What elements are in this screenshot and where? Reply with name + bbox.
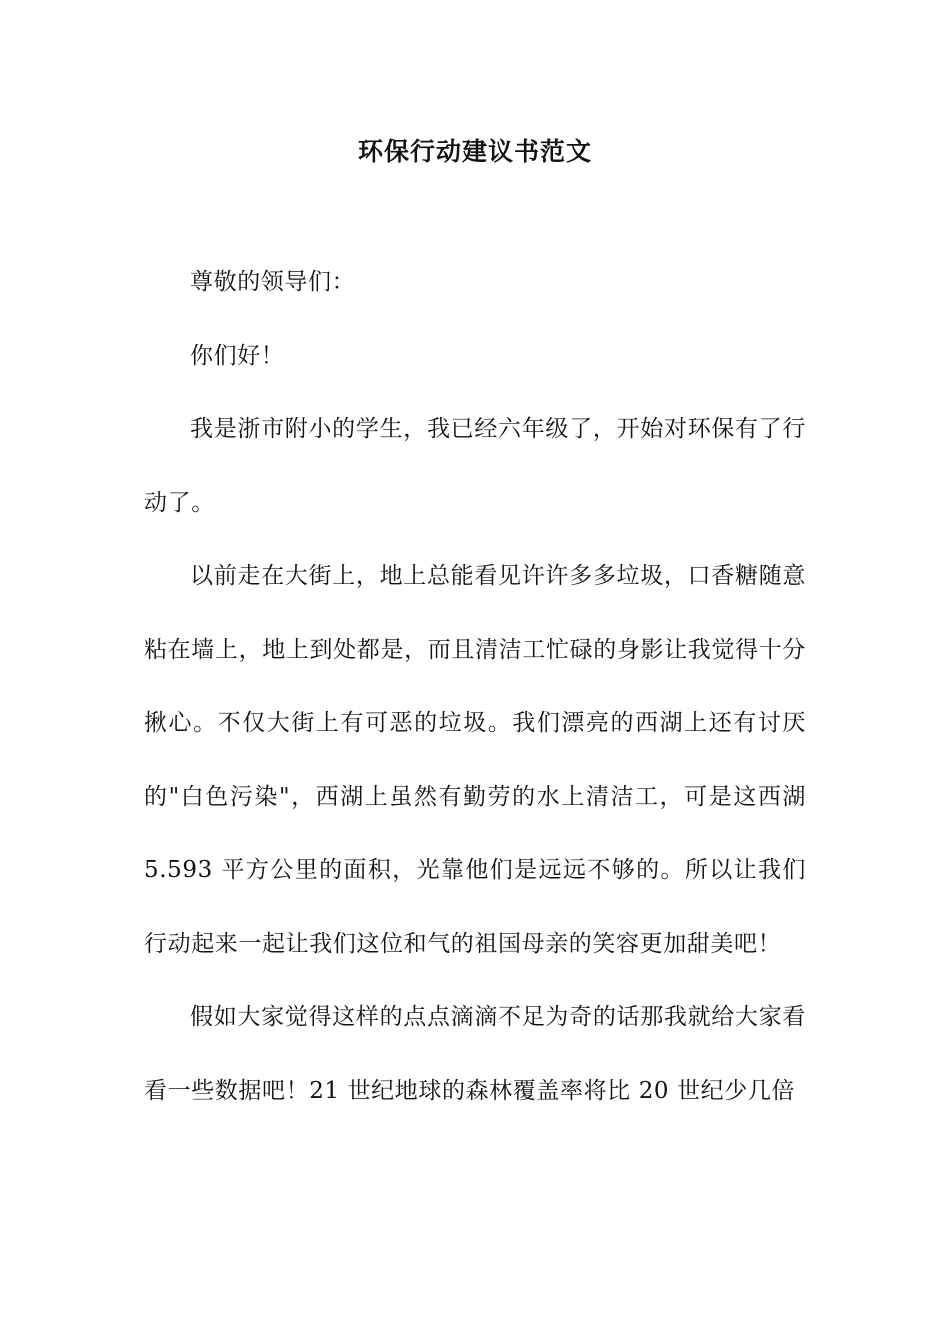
document-body [144, 246, 806, 1128]
document-title: 环保行动建议书范文 [357, 137, 592, 166]
paragraph-introduction: 我是浙市附小的学生，我已经六年级了，开始对环保有了行动了。 [144, 416, 806, 516]
paragraph-data: 假如大家觉得这样的点点滴滴不足为奇的话那我就给大家看看一些数据吧！21 世纪地球的森林覆盖率将比 20 世纪少几倍 [144, 1004, 806, 1104]
paragraph-salutation: 尊敬的领导们： [190, 269, 356, 295]
paragraph-greeting: 你们好！ [190, 342, 285, 369]
paragraph-pollution: 以前走在大街上，地上总能看见许许多多垃圾，口香糖随意粘在墙上，地上到处都是，而且清洁工忙碌的身影让我觉得十分揪心。不仅大街上有可恶的垃圾。我们漂亮的西湖上还有讨厌的"白色污染"，西湖上虽然有勤劳的水上清洁工，可是这西湖 5.593 平方公里的面积，光靠他们是远远不够的。所以让我们行动起来一起让我们这位和气的祖国母亲的笑容更加甜美吧！ [144, 563, 806, 957]
